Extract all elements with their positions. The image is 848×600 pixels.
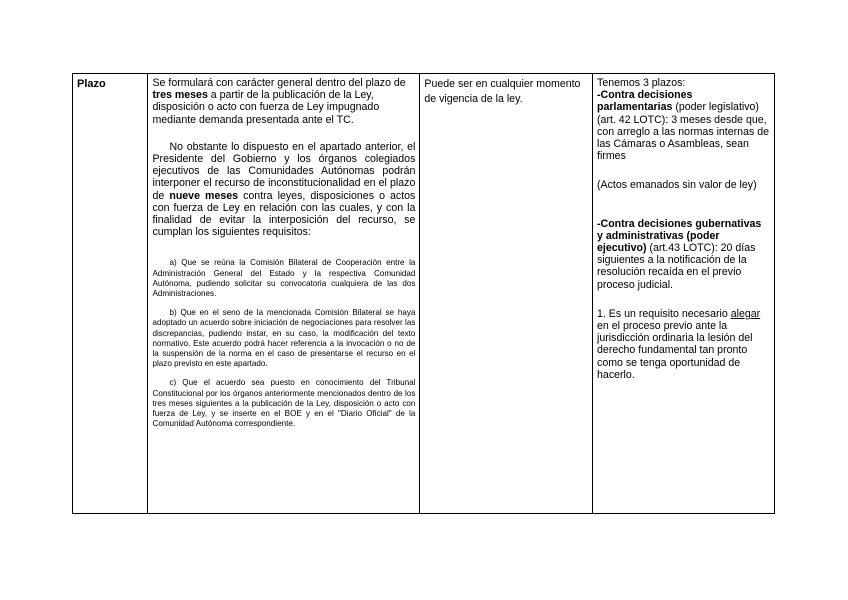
plazos-cell (593, 74, 775, 514)
plazo-general-cell (148, 74, 420, 514)
parliamentary-decisions: -Contra decisiones parlamentarias (poder legislativo) (art. 42 LOTC): 3 meses desde que, con arreglo a las normas internas de las Cámaras o Asambleas, sean firmes (597, 89, 769, 163)
plazos-intro: Tenemos 3 plazos: (597, 77, 686, 89)
requirement-b: b) Que en el seno de la mencionada Comisión Bilateral se haya adoptado un acuerdo sobre iniciación de negociaciones para resolver las discrepancias, pudiendo instar, en su caso, la modificación del texto normativo. Este acuerdo podrá hacer referencia a la invocación o no de la suspensión de la norma en el caso de presentarse el recurso en el plazo previsto en este apartado. (152, 308, 416, 369)
acts-note: (Actos emanados sin valor de ley) (597, 179, 757, 192)
requirement-c: c) Que el acuerdo sea puesto en conocimiento del Tribunal Constitucional por los órganos anteriormente mencionados dentro de los tres meses siguientes a la publicación de la Ley, disposición o acto con fuerza de Ley, y se inserte en el BOE y en el "Diario Oficial" de la Comunidad Autónoma correspondiente. (152, 378, 416, 429)
table-row (73, 74, 775, 514)
general-term-paragraph: Se formulará con carácter general dentro del plazo de tres meses a partir de la publicación de la Ley, disposición o acto con fuerza de Ley impugnado mediante demanda presentada ante el TC. (152, 77, 406, 126)
requirement-note: 1. Es un requisito necesario alegar en el proceso previo ante la jurisdicción ordinaria la lesión del derecho fundamental tan pronto como se tenga oportunidad de hacerlo. (597, 307, 761, 381)
row-label: Plazo (77, 78, 106, 90)
exception-paragraph: No obstante lo dispuesto en el apartado anterior, el Presidente del Gobierno y los órganos colegiados ejecutivos de las Comunidades Autónomas podrán interponer el recurso de inconstitucionalidad en el plazo de nueve meses contra leyes, disposiciones o actos con fuerza de Ley en relación con las cuales, y con la finalidad de evitar la interposición del recurso, se cumplan los siguientes requisitos: (152, 140, 416, 239)
requirement-a: a) Que se reúna la Comisión Bilateral de Cooperación entre la Administración General del Estado y la respectiva Comunidad Autónoma, pudiendo solicitar su convocatoria cualquiera de las dos Administraciones. (152, 258, 416, 299)
vigencia-text: Puede ser en cualquier momento de vigencia de la ley. (424, 78, 581, 106)
plazo-table (72, 73, 775, 514)
vigencia-cell (420, 74, 593, 514)
governmental-decisions: -Contra decisiones gubernativas y administrativas (poder ejecutivo) (art.43 LOTC): 20 días siguientes a la notificación de la resolución recaída en el previo proceso judicial. (597, 217, 762, 291)
row-label-cell (73, 74, 148, 514)
